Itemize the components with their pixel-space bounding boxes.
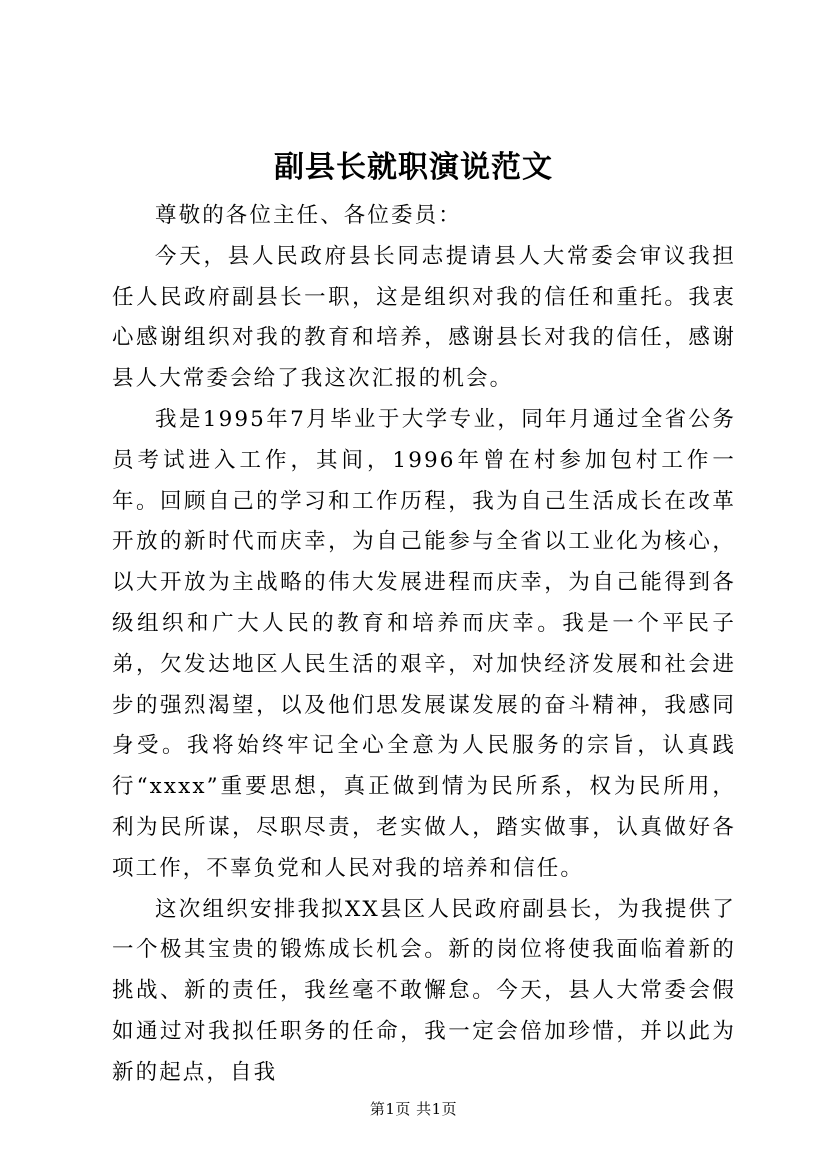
document-body [112, 196, 736, 1094]
salutation-paragraph: 尊敬的各位主任、各位委员： [155, 203, 462, 228]
document-title: 副县长就职演说范文 [274, 150, 553, 185]
total-pages-label: 共1页 [416, 1100, 458, 1118]
body-paragraph-2: 我是1995年7月毕业于大学专业，同年月通过全省公务员考试进入工作，其间，1996年曾在村参加包村工作一年。回顾自己的学习和工作历程，我为自己生活成长在改革开放的新时代而庆幸，为自己能参与全省以工业化为核心，以大开放为主战略的伟大发展进程而庆幸，为自己能得到各级组织和广大人民的教育和培养而庆幸。我是一个平民子弟，欠发达地区人民生活的艰辛，对加快经济发展和社会进步的强烈渴望，以及他们思发展谋发展的奋斗精神，我感同身受。我将始终牢记全心全意为人民服务的宗旨，认真践行“xxxx”重要思想，真正做到情为民所系，权为民所用，利为民所谋，尽职尽责，老实做人，踏实做事，认真做好各项工作，不辜负党和人民对我的培养和信任。 [112, 406, 736, 881]
body-paragraph-3: 这次组织安排我拟XX县区人民政府副县长，为我提供了一个极其宝贵的锻炼成长机会。新的岗位将使我面临着新的挑战、新的责任，我丝毫不敢懈怠。今天，县人大常委会假如通过对我拟任职务的任命，我一定会倍加珍惜，并以此为新的起点，自我 [112, 896, 736, 1085]
page-number-label: 第1页 [369, 1100, 411, 1118]
page-footer [0, 1099, 827, 1119]
body-paragraph-1: 今天，县人民政府县长同志提请县人大常委会审议我担任人民政府副县长一职，这是组织对我的信任和重托。我衷心感谢组织对我的教育和培养，感谢县长对我的信任，感谢县人大常委会给了我这次汇报的机会。 [112, 243, 736, 392]
